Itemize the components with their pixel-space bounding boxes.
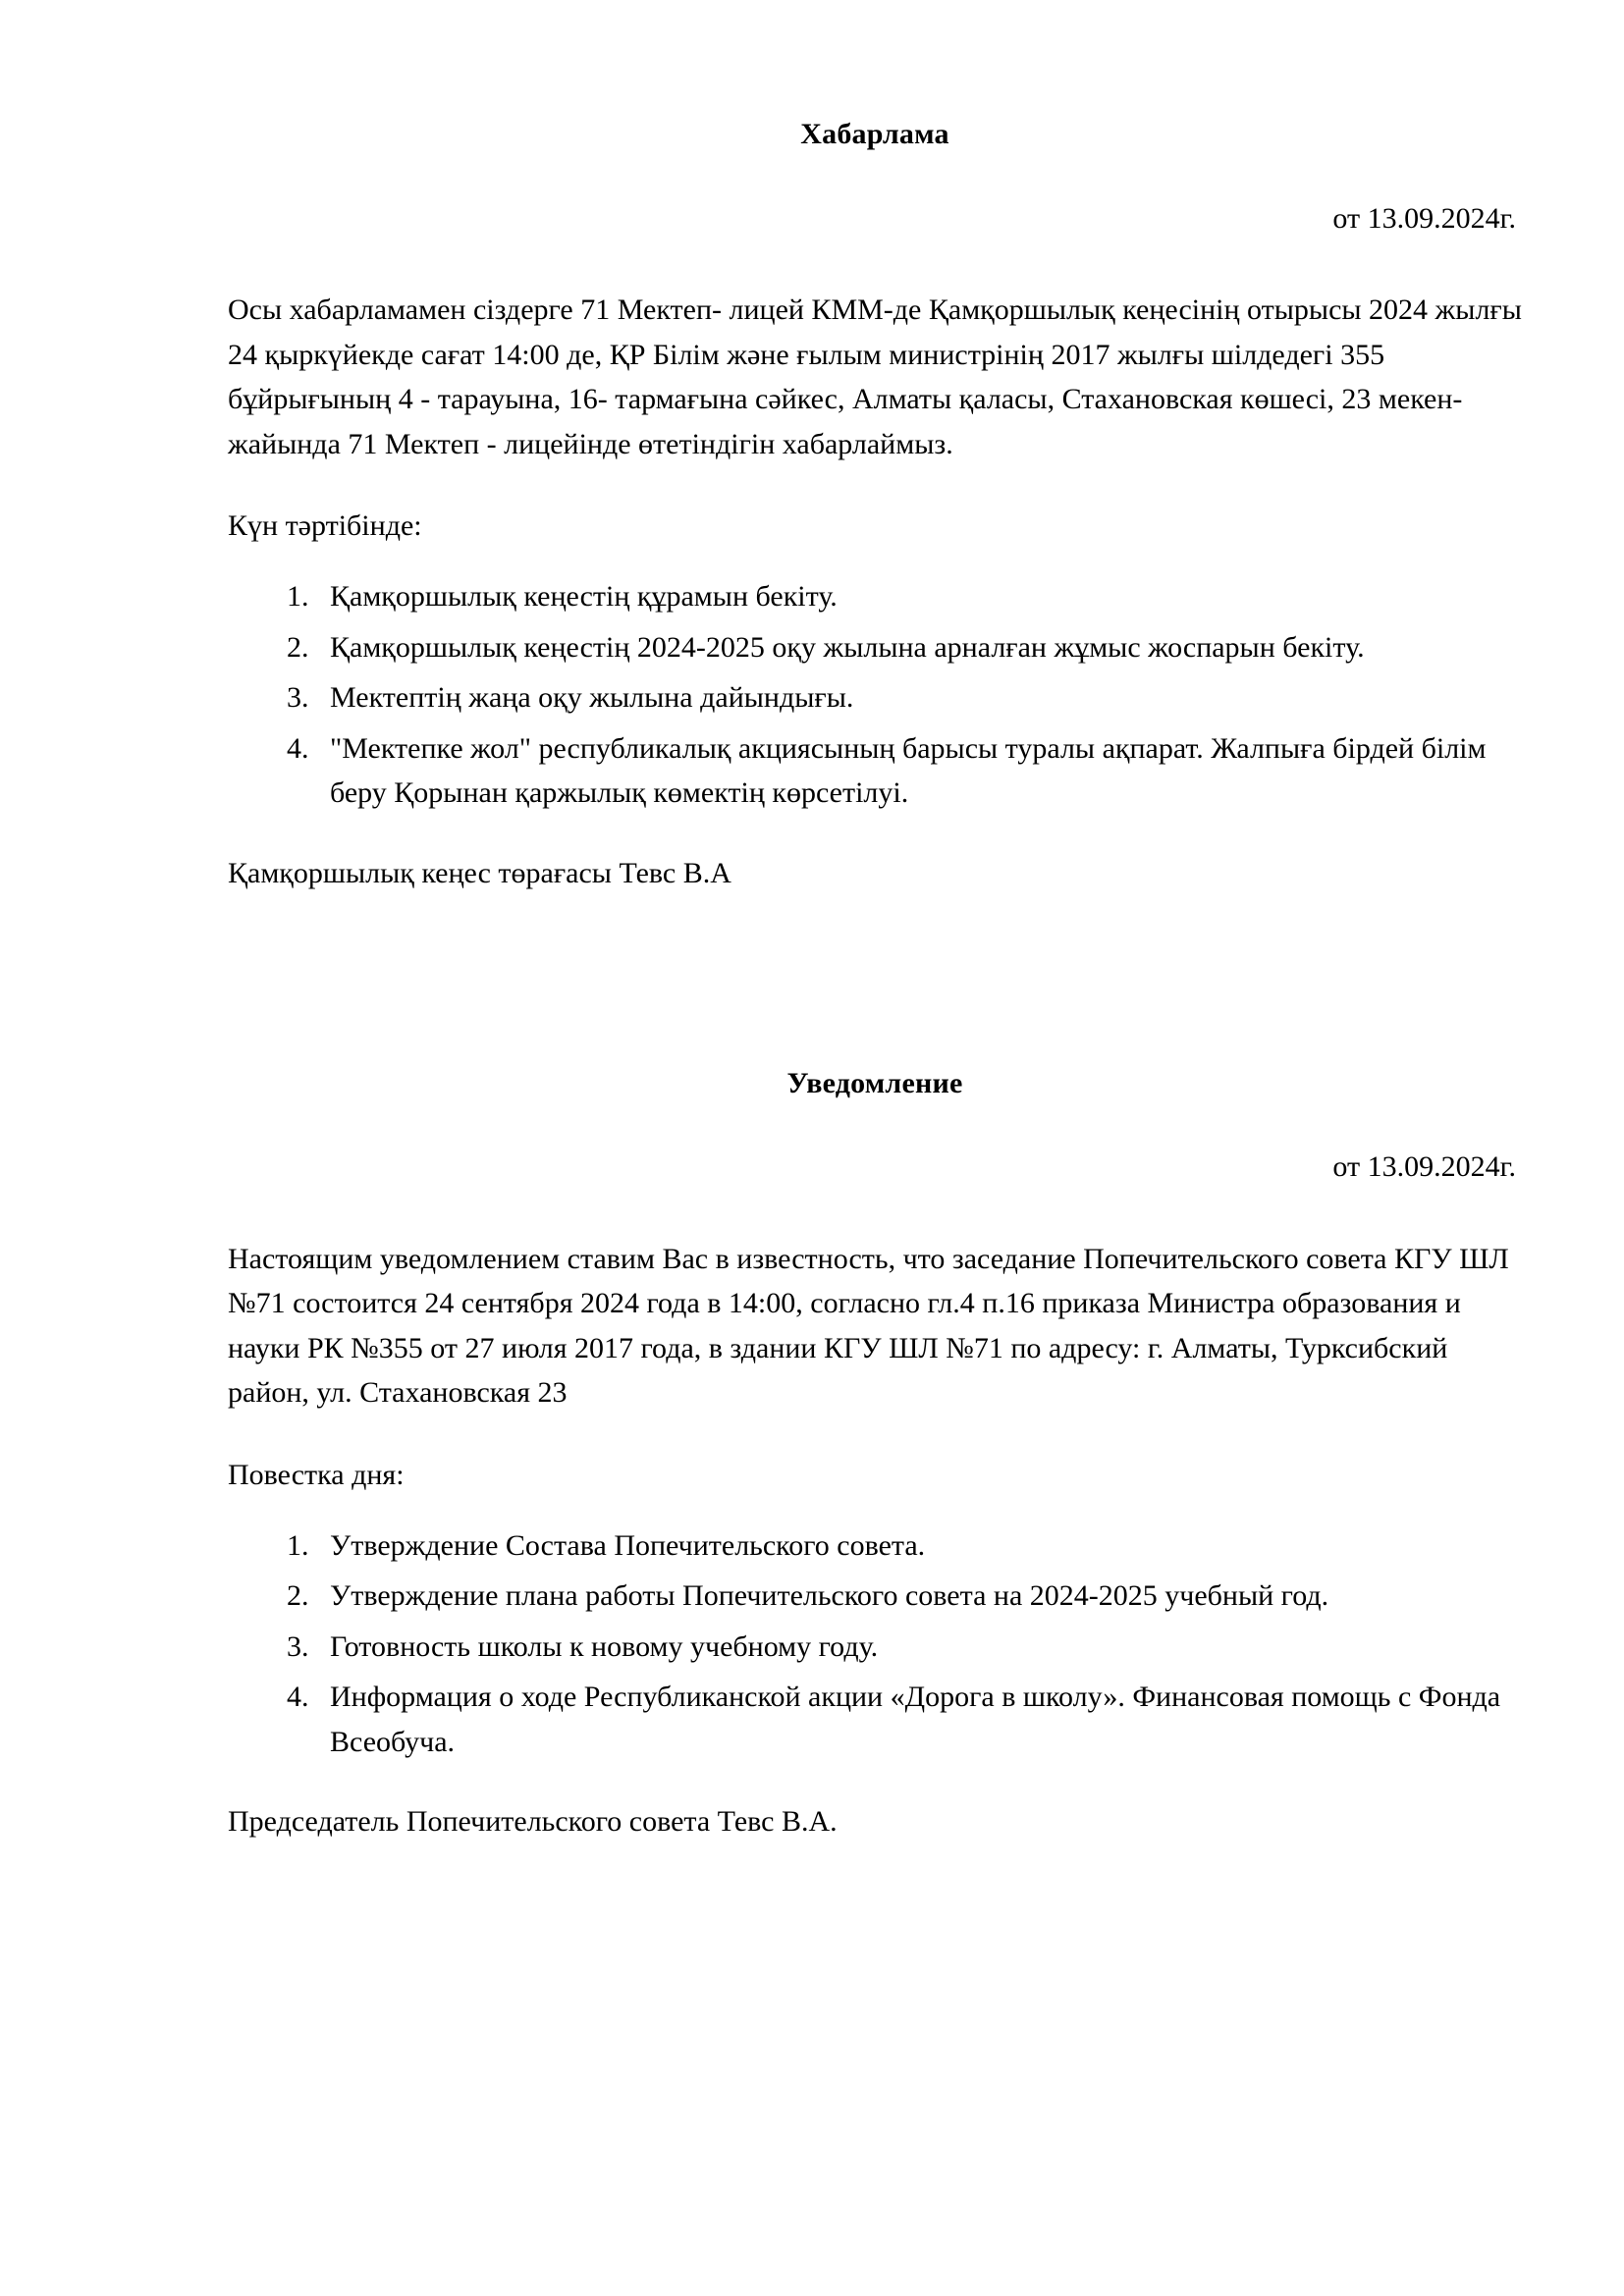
section-divider-space	[228, 896, 1522, 1065]
document-date-russian: от 13.09.2024г.	[1332, 1150, 1516, 1184]
signature-kazakh: Қамқоршылық кеңес төрағасы Тевс В.А	[228, 856, 731, 889]
agenda-heading-kazakh: Күн тәртібінде:	[228, 509, 422, 543]
agenda-list-russian	[228, 1523, 1522, 1765]
list-item	[316, 1523, 1522, 1569]
agenda-item-text: Информация о ходе Республиканской акции «Дорога в школу». Финансовая помощь с Фонда Всеобуча.	[330, 1681, 1501, 1758]
list-item	[316, 1625, 1522, 1670]
list-item	[316, 1574, 1522, 1619]
agenda-item-text: Утверждение Состава Попечительского совета.	[330, 1528, 926, 1562]
list-item	[316, 625, 1522, 670]
agenda-item-text: Утверждение плана работы Попечительского совета на 2024-2025 учебный год.	[330, 1579, 1329, 1613]
agenda-item-text: Қамқоршылық кеңестің құрамын бекіту.	[330, 579, 838, 613]
notice-section-russian	[228, 1065, 1522, 1845]
notice-body-kazakh: Осы хабарламамен сіздерге 71 Мектеп- лицей КММ-де Қамқоршылық кеңесінің отырысы 2024 жылғы 24 қыркүйекде сағат 14:00 де, ҚР Білім және ғылым министрінің 2017 жылғы шілдедегі 355 бұйрығының 4 - тарауына, 16- тармағына сәйкес, Алматы қаласы, Стахановская көшесі, 23 мекен- жайында 71 Мектеп - лицейінде өтетіндігін хабарлаймыз.	[228, 294, 1522, 460]
notice-body-russian: Настоящим уведомлением ставим Вас в известность, что заседание Попечительского совета КГУ ШЛ №71 состоится 24 сентября 2024 года в 14:00, согласно гл.4 п.16 приказа Министра образования и науки РК №355 от 27 июля 2017 года, в здании КГУ ШЛ №71 по адресу: г. Алматы, Турксибский район, ул. Стахановская 23	[228, 1242, 1509, 1410]
notice-section-kazakh	[228, 116, 1522, 896]
document-content	[228, 116, 1522, 1844]
agenda-item-text: Мектептің жаңа оқу жылына дайындығы.	[330, 681, 854, 715]
agenda-heading-russian: Повестка дня:	[228, 1458, 405, 1491]
agenda-item-text: "Мектепке жол" республикалық акциясының барысы туралы ақпарат. Жалпыға бірдей білім беру Қорынан қаржылық көмектің көрсетілуі.	[330, 731, 1487, 810]
page-title-russian: Уведомление	[786, 1066, 963, 1099]
agenda-item-text: Готовность школы к новому учебному году.	[330, 1629, 879, 1663]
agenda-list-kazakh	[228, 574, 1522, 816]
list-item	[316, 675, 1522, 721]
page-title-kazakh: Хабарлама	[800, 118, 949, 150]
list-item	[316, 1675, 1522, 1764]
agenda-item-text: Қамқоршылық кеңестің 2024-2025 оқу жылына арналған жұмыс жоспарын бекіту.	[330, 630, 1365, 664]
signature-russian: Председатель Попечительского совета Тевс В.А.	[228, 1805, 838, 1839]
list-item	[316, 726, 1522, 816]
list-item	[316, 574, 1522, 619]
document-date-kazakh: от 13.09.2024г.	[1332, 201, 1516, 235]
